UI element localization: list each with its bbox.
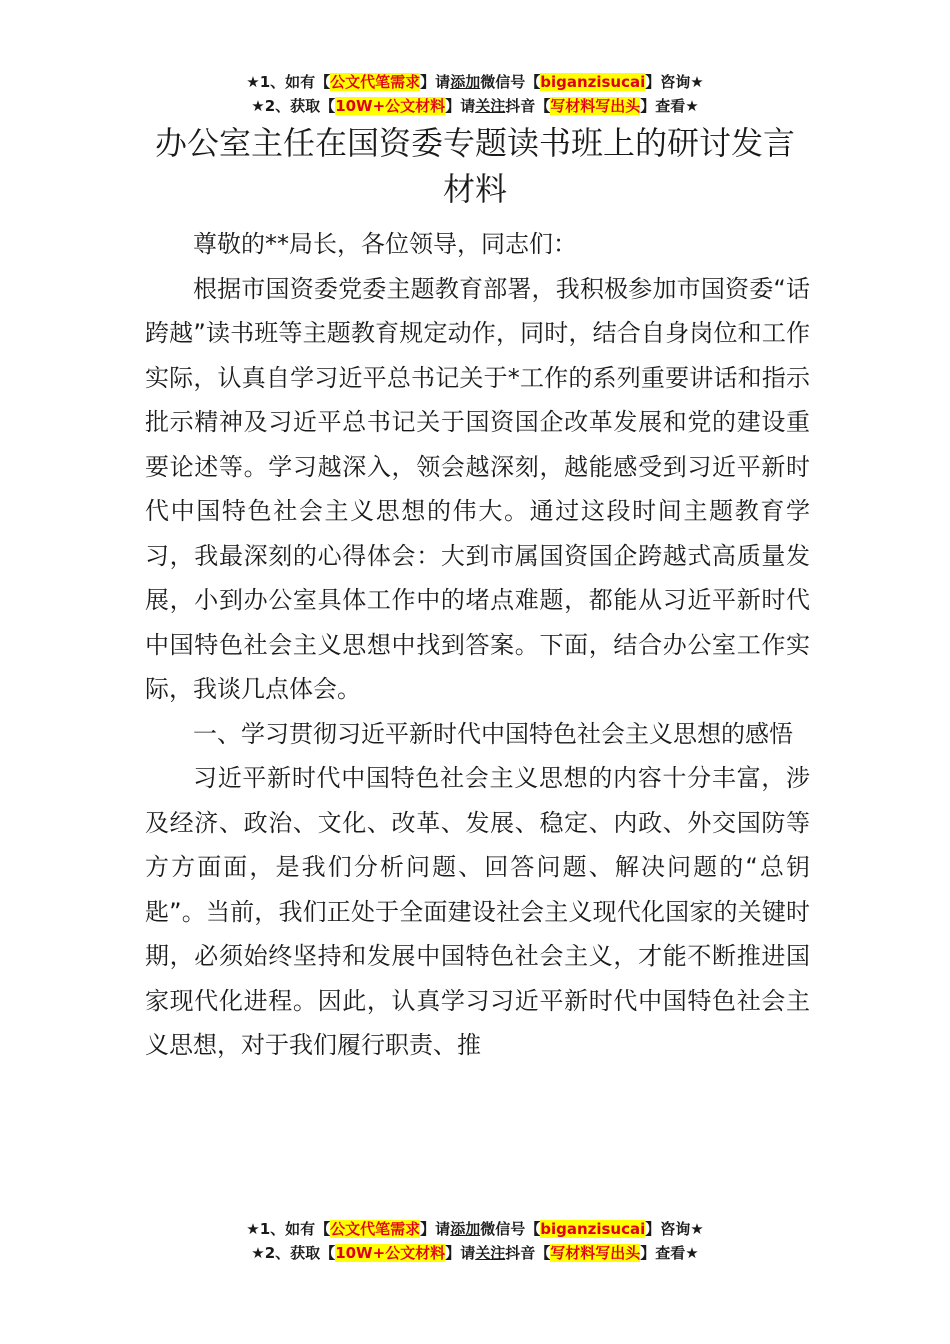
- section-heading-1: 一、学习贯彻习近平新时代中国特色社会主义思想的感悟: [193, 719, 793, 748]
- banner-line-1: ★1、如有【公文代笔需求】请添加微信号【biganzisucai】咨询★: [246, 73, 704, 91]
- wechat-id: biganzisucai: [540, 73, 646, 91]
- banner-line-1: ★1、如有【公文代笔需求】请添加微信号【biganzisucai】咨询★: [246, 1220, 704, 1238]
- banner-line-2: ★2、获取【10W+公文材料】请关注抖音【写材料写出头】查看★: [251, 97, 699, 115]
- underlined-text: 关注: [475, 97, 506, 115]
- douyin-account: 写材料写出头: [550, 1244, 641, 1262]
- banner-line-2: ★2、获取【10W+公文材料】请关注抖音【写材料写出头】查看★: [251, 1244, 699, 1262]
- header-banner: [0, 70, 950, 118]
- douyin-account: 写材料写出头: [550, 97, 641, 115]
- salutation: 尊敬的**局长，各位领导，同志们：: [193, 230, 577, 258]
- document-title: 办公室主任在国资委专题读书班上的研讨发言材料: [154, 124, 795, 208]
- paragraph-1: 根据市国资委党委主题教育部署，我积极参加市国资委“话跨越”读书班等主题教育规定动作，同时，结合自身岗位和工作实际，认真自学习近平总书记关于*工作的系列重要讲话和指示批示精神及习近平总书记关于国资国企改革发展和党的建设重要论述等。学习越深入，领会越深刻，越能感受到习近平新时代中国特色社会主义思想的伟大。通过这段时间主题教育学习，我最深刻的心得体会：大到市属国资国企跨越式高质量发展，小到办公室具体工作中的堵点难题，都能从习近平新时代中国特色社会主义思想中找到答案。下面，结合办公室工作实际，我谈几点体会。: [145, 274, 810, 703]
- underlined-text: 关注: [475, 1244, 506, 1262]
- underlined-text: 添加: [450, 1220, 481, 1238]
- highlight-text: 公文代笔需求: [330, 1220, 421, 1238]
- wechat-id: biganzisucai: [540, 1220, 646, 1238]
- underlined-text: 添加: [450, 73, 481, 91]
- highlight-text: 公文代笔需求: [330, 73, 421, 91]
- footer-banner: [0, 1217, 950, 1265]
- document-body: [145, 222, 810, 1068]
- highlight-text: 10W+公文材料: [335, 1244, 446, 1262]
- paragraph-2: 习近平新时代中国特色社会主义思想的内容十分丰富，涉及经济、政治、文化、改革、发展、稳定、内政、外交国防等方方面面，是我们分析问题、回答问题、解决问题的“总钥匙”。当前，我们正处于全面建设社会主义现代化国家的关键时期，必须始终坚持和发展中国特色社会主义，才能不断推进国家现代化进程。因此，认真学习习近平新时代中国特色社会主义思想，对于我们履行职责、推: [145, 764, 810, 1059]
- highlight-text: 10W+公文材料: [335, 97, 446, 115]
